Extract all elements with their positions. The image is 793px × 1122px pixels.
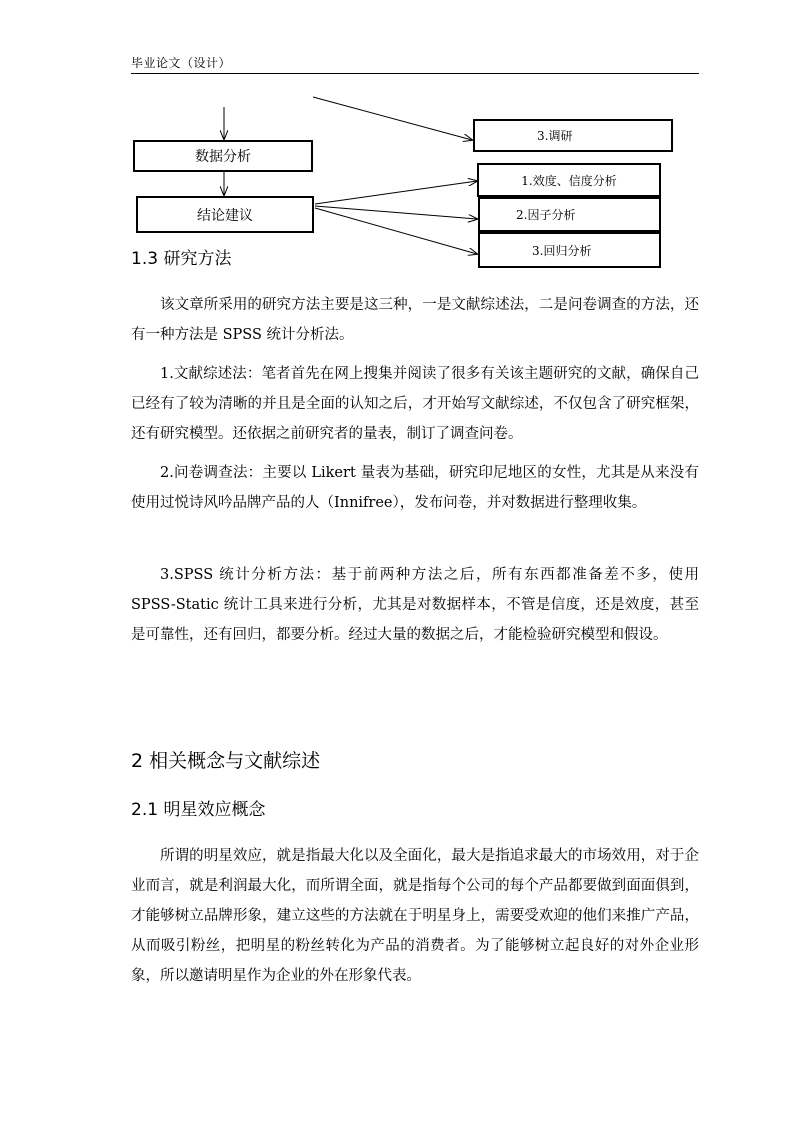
box-data-analysis: 数据分析: [133, 140, 313, 172]
box-conclusion: 结论建议: [136, 196, 314, 233]
box-regression-analysis: 3.回归分析: [478, 232, 661, 268]
flow-diagram-arrows: [0, 0, 793, 300]
paragraph-questionnaire: 2.问卷调查法：主要以 Likert 量表为基础，研究印尼地区的女性，尤其是从来没有使用过悦诗风吟品牌产品的人（Innifree），发布问卷，并对数据进行整理收集。: [131, 465, 699, 511]
heading-2: 2 相关概念与文献综述: [131, 750, 321, 772]
paragraph-star-effect: 所谓的明星效应，就是指最大化以及全面化，最大是指追求最大的市场效用，对于企业而言，就是利润最大化，而所谓全面，就是指每个公司的每个产品都要做到面面俱到，才能够树立品牌形象，建立这些的方法就在于明星身上，需要受欢迎的他们来推广产品，从而吸引粉丝，把明星的粉丝转化为产品的消费者。为了能够树立起良好的对外企业形象，所以邀请明星作为企业的外在形象代表。: [131, 848, 699, 984]
paragraph-methods-intro: 该文章所采用的研究方法主要是这三种，一是文献综述法，二是问卷调查的方法，还有一种方法是 SPSS 统计分析法。: [131, 297, 699, 343]
box-validity-reliability: 1.效度、信度分析: [477, 163, 661, 197]
paragraph-literature-review: 1.文献综述法：笔者首先在网上搜集并阅读了很多有关该主题研究的文献，确保自己已经有了较为清晰的并且是全面的认知之后，才开始写文献综述，不仅包含了研究框架，还有研究模型。还依据之前研究者的量表，制订了调查问卷。: [131, 366, 699, 442]
paragraph-spss: 3.SPSS 统计分析方法：基于前两种方法之后，所有东西都准备差不多，使用 SPSS-Static 统计工具来进行分析，尤其是对数据样本，不管是信度，还是效度，甚至是可靠性，还有回归，都要分析。经过大量的数据之后，才能检验研究模型和假设。: [131, 567, 699, 643]
page-header: 毕业论文（设计）: [131, 56, 232, 70]
heading-1-3: 1.3 研究方法: [131, 249, 232, 269]
arrow-to-validity: [315, 181, 477, 204]
box-survey: 3.调研: [473, 119, 673, 152]
arrow-to-regression: [315, 208, 477, 254]
arrow-to-survey: [313, 97, 472, 140]
arrow-to-factor: [315, 206, 477, 219]
heading-2-1: 2.1 明星效应概念: [131, 800, 266, 820]
box-factor-analysis: 2.因子分析: [478, 197, 661, 232]
